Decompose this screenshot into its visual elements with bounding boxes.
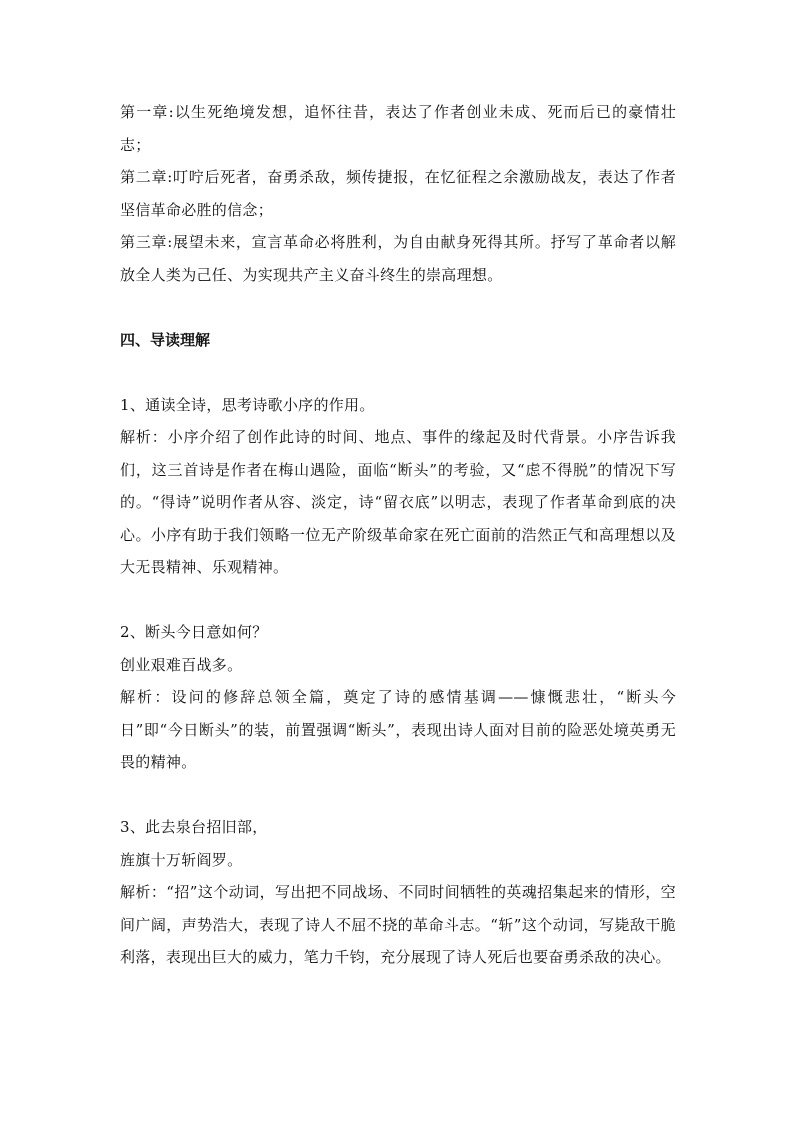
stanza-1-label: 第一章: <box>120 103 174 121</box>
spacer <box>120 291 676 324</box>
stanza-2-label: 第二章: <box>120 168 173 186</box>
spacer <box>120 584 676 617</box>
spacer <box>120 779 676 812</box>
section-heading: 四、导读理解 <box>120 330 211 349</box>
question-1-analysis: 解析：小序介绍了创作此诗的时间、地点、事件的缘起及时代背景。小序告诉我们，这三首诗是作者在梅山遇险，面临“断头”的考验，又“虑不得脱”的情况下写的。“得诗”说明作者从容、淡定，诗“留衣底”以明志，表现了作者革命到底的决心。小序有助于我们领略一位无产阶级革命家在死亡面前的浩然正气和高理想以及大无畏精神、乐观精神。 <box>120 428 676 576</box>
question-3-line: 旌旗十万斩阎罗。 <box>120 850 243 869</box>
question-3: 3、此去泉台招旧部， <box>120 818 268 836</box>
stanza-3-summary <box>120 226 676 291</box>
stanza-3-label: 第三章: <box>120 233 173 251</box>
question-2-line: 创业艰难百战多。 <box>120 655 243 674</box>
stanza-2-text: 叮咛后死者，奋勇杀敌，频传捷报，在忆征程之余激励战友，表达了作者坚信革命必胜的信念； <box>120 168 676 219</box>
question-2-analysis: 解析：设问的修辞总领全篇，奠定了诗的感情基调——慷慨悲壮，“断头今日”即“今日断头”的装，前置强调“断头”，表现出诗人面对目前的险恶处境英勇无畏的精神。 <box>120 688 676 771</box>
stanza-2-summary <box>120 161 676 226</box>
question-1: 1、通读全诗，思考诗歌小序的作用。 <box>120 395 375 414</box>
stanza-1-summary <box>120 96 676 161</box>
stanza-1-text: 以生死绝境发想，追怀往昔，表达了作者创业未成、死而后已的豪情壮志； <box>120 103 676 154</box>
question-2: 2、断头今日意如何？ <box>120 623 268 641</box>
document-page <box>120 96 676 974</box>
stanza-3-text: 展望未来，宣言革命必将胜利，为自由献身死得其所。抒写了革命者以解放全人类为己任、为实现共产主义奋斗终生的崇高理想。 <box>120 233 676 284</box>
spacer <box>120 356 676 389</box>
question-3-analysis: 解析：“招”这个动词，写出把不同战场、不同时间牺牲的英魂招集起来的情形，空间广阔，声势浩大，表现了诗人不屈不挠的革命斗志。“斩”这个动词，写毙敌干脆利落，表现出巨大的威力，笔力千钧，充分展现了诗人死后也要奋勇杀敌的决心。 <box>120 883 676 966</box>
